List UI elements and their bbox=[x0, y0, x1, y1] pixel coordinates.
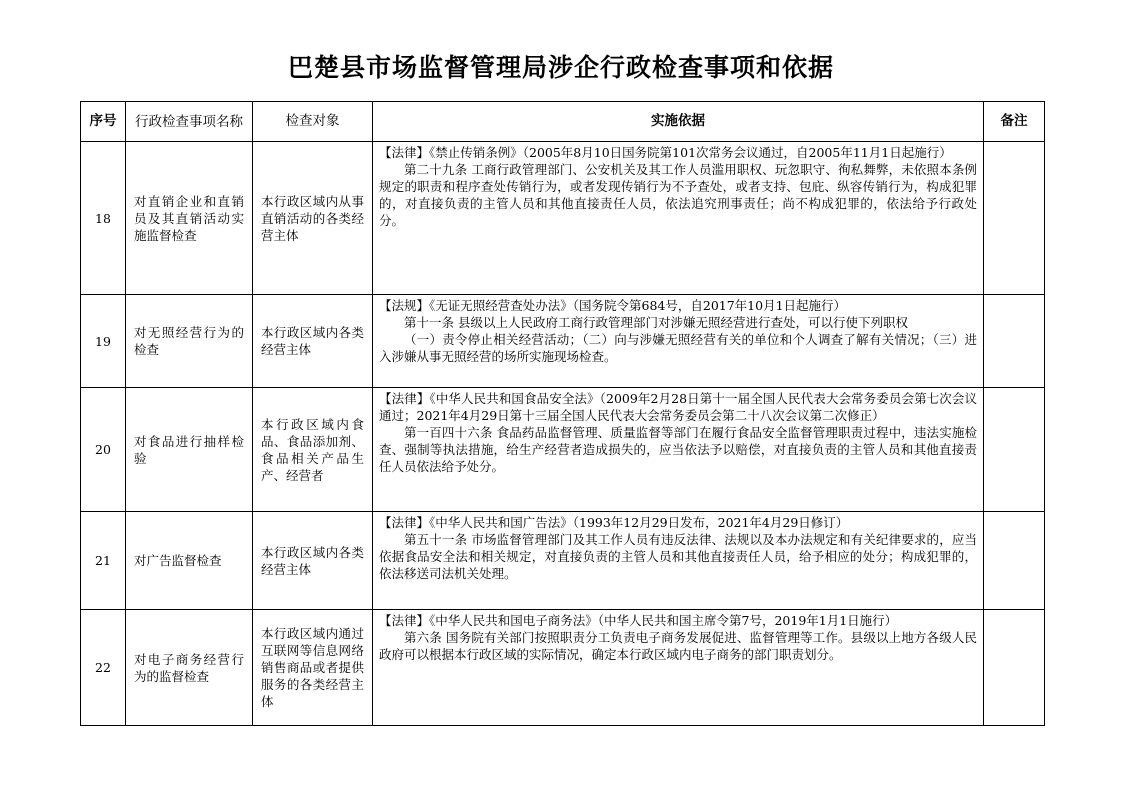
header-object: 检查对象 bbox=[253, 102, 373, 142]
table-row bbox=[81, 388, 1045, 512]
header-note: 备注 bbox=[984, 102, 1045, 142]
row-note bbox=[984, 295, 1045, 388]
row-seq: 19 bbox=[81, 295, 126, 388]
table-row bbox=[81, 142, 1045, 295]
row-note bbox=[984, 388, 1045, 512]
row-item: 对无照经营行为的检查 bbox=[126, 295, 253, 388]
row-basis bbox=[373, 295, 984, 388]
basis-body: 第六条 国务院有关部门按照职责分工负责电子商务发展促进、监督管理等工作。县级以上地方各级人民政府可以根据本行政区域的实际情况，确定本行政区域内电子商务的部门职责划分。 bbox=[379, 630, 977, 662]
basis-head: 【法律】《禁止传销条例》（2005年8月10日国务院第101次常务会议通过，自2005年11月1日起施行） bbox=[379, 145, 952, 160]
row-item: 对食品进行抽样检验 bbox=[126, 388, 253, 512]
row-object: 本行政区域内通过互联网等信息网络销售商品或者提供服务的各类经营主体 bbox=[253, 610, 373, 726]
table-row bbox=[81, 512, 1045, 610]
row-seq: 20 bbox=[81, 388, 126, 512]
basis-body-2: （一）责令停止相关经营活动；（二）向与涉嫌无照经营有关的单位和个人调查了解有关情况；（三）进入涉嫌从事无照经营的场所实施现场检查。 bbox=[379, 332, 977, 364]
row-basis bbox=[373, 388, 984, 512]
basis-head: 【法律】《中华人民共和国电子商务法》（中华人民共和国主席令第7号，2019年1月1日施行） bbox=[379, 613, 898, 628]
table-row bbox=[81, 610, 1045, 726]
row-item: 对直销企业和直销员及其直销活动实施监督检查 bbox=[126, 142, 253, 295]
row-seq: 18 bbox=[81, 142, 126, 295]
basis-body: 第五十一条 市场监督管理部门及其工作人员有违反法律、法规以及本办法规定和有关纪律要求的，应当依据食品安全法和相关规定，对直接负责的主管人员和其他直接责任人员，给予相应的处分；构成犯罪的，依法移送司法机关处理。 bbox=[379, 532, 977, 581]
header-basis: 实施依据 bbox=[373, 102, 984, 142]
basis-body: 第十一条 县级以上人民政府工商行政管理部门对涉嫌无照经营进行查处，可以行使下列职权 bbox=[404, 315, 908, 330]
row-item: 对电子商务经营行为的监督检查 bbox=[126, 610, 253, 726]
basis-head: 【法律】《中华人民共和国广告法》（1993年12月29日发布，2021年4月29日修订） bbox=[379, 515, 849, 530]
row-seq: 22 bbox=[81, 610, 126, 726]
row-note bbox=[984, 142, 1045, 295]
row-object: 本行政区域内食品、食品添加剂、食品相关产品生产、经营者 bbox=[253, 388, 373, 512]
page-title: 巴楚县市场监督管理局涉企行政检查事项和依据 bbox=[287, 53, 834, 82]
row-note bbox=[984, 512, 1045, 610]
table-row bbox=[81, 295, 1045, 388]
row-object: 本行政区域内从事直销活动的各类经营主体 bbox=[253, 142, 373, 295]
row-basis bbox=[373, 512, 984, 610]
row-object: 本行政区域内各类经营主体 bbox=[253, 295, 373, 388]
row-seq: 21 bbox=[81, 512, 126, 610]
basis-body: 第一百四十六条 食品药品监督管理、质量监督等部门在履行食品安全监督管理职责过程中，违法实施检查、强制等执法措施，给生产经营者造成损失的，应当依法予以赔偿，对直接负责的主管人员和其他直接责任人员依法给予处分。 bbox=[379, 425, 977, 474]
header-item: 行政检查事项名称 bbox=[126, 102, 253, 142]
basis-head: 【法规】《无证无照经营查处办法》（国务院令第684号，自2017年10月1日起施行） bbox=[379, 298, 847, 313]
inspection-table bbox=[80, 101, 1045, 726]
row-basis bbox=[373, 142, 984, 295]
table-header-row bbox=[81, 102, 1045, 142]
row-note bbox=[984, 610, 1045, 726]
basis-head: 【法律】《中华人民共和国食品安全法》（2009年2月28日第十一届全国人民代表大会常务委员会第七次会议通过；2021年4月29日第十三届全国人民代表大会常务委员会第二十八次会议第二次修正） bbox=[379, 391, 977, 423]
basis-body: 第二十九条 工商行政管理部门、公安机关及其工作人员滥用职权、玩忽职守、徇私舞弊，未依照本条例规定的职责和程序查处传销行为，或者发现传销行为不予查处，或者支持、包庇、纵容传销行为，构成犯罪的，对直接负责的主管人员和其他直接责任人员，依法追究刑事责任；尚不构成犯罪的，依法给予行政处分。 bbox=[379, 162, 977, 228]
row-item: 对广告监督检查 bbox=[126, 512, 253, 610]
row-object: 本行政区域内各类经营主体 bbox=[253, 512, 373, 610]
header-seq: 序号 bbox=[81, 102, 126, 142]
row-basis bbox=[373, 610, 984, 726]
